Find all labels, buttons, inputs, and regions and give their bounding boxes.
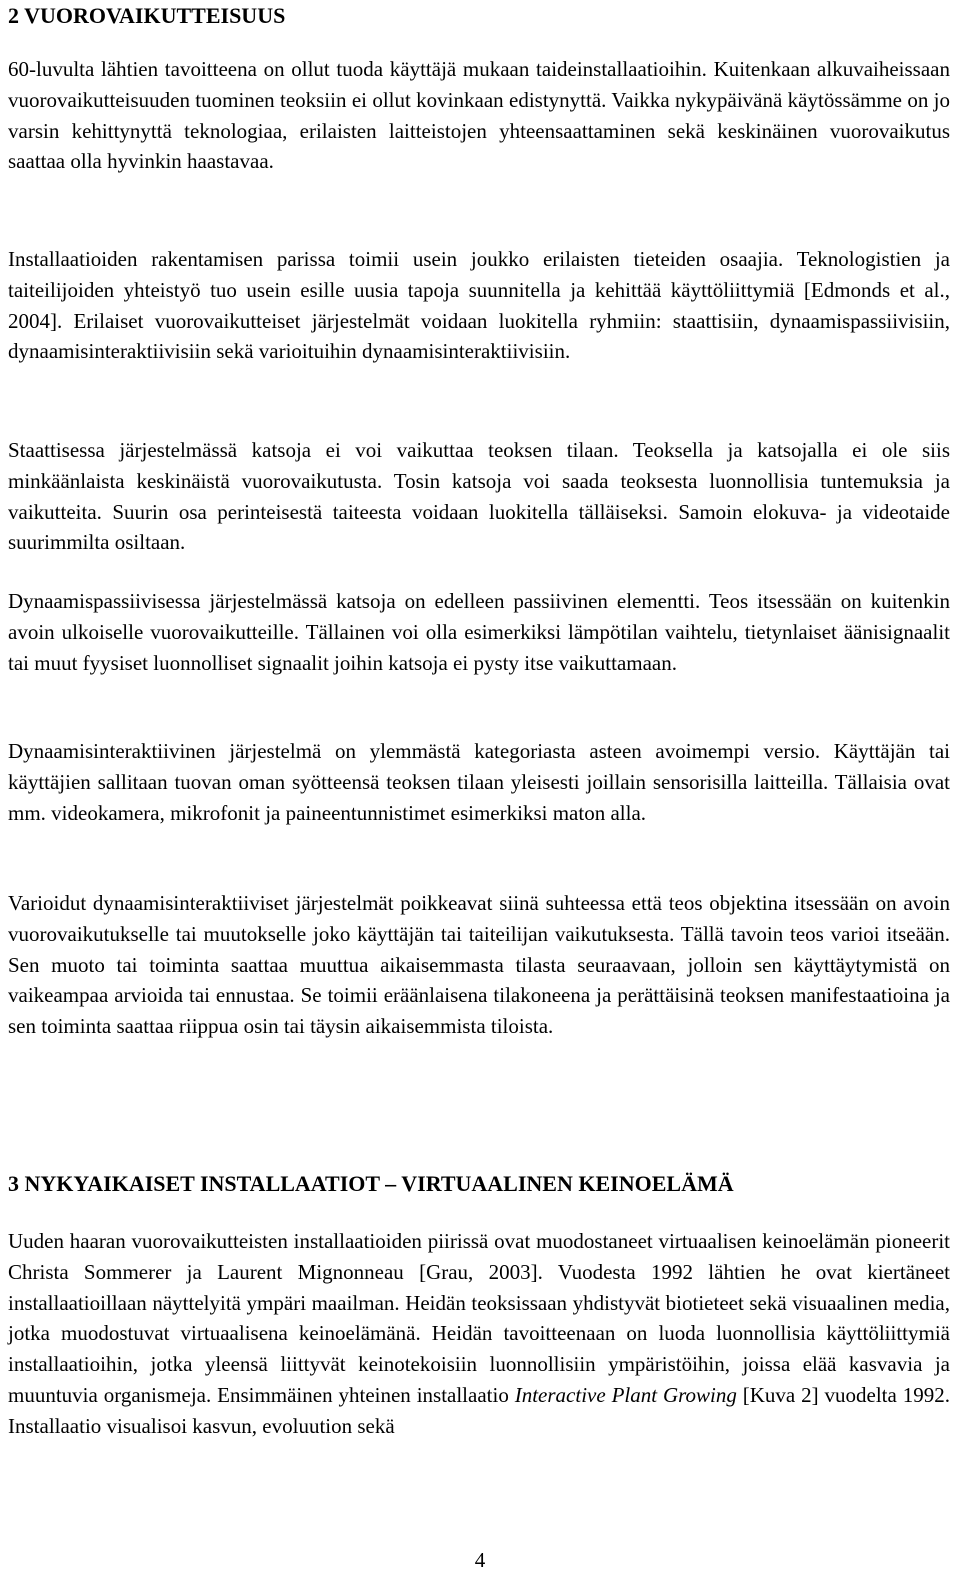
paragraph-varied-dynamic-interactive: Varioidut dynaamisinteraktiiviset järjestelmät poikkeavat siinä suhteessa että teos objektina itsessään on avoin vuorovaikutukselle tai muutokselle joko käyttäjän tai taiteilijan vaikutuksesta. Tällä tavoin teos varioi itseään. Sen muoto tai toiminta saattaa muuttua aikaisemmasta tilasta seuraavaan, jolloin sen käyttäytymistä on vaikeampaa arvioida tai ennustaa. Se toimii eräänlaisena tilakoneena ja perättäisinä teoksen manifestaatioina ja sen toiminta saattaa riippua osin tai täysin aikaisemmista tiloista.: [8, 891, 950, 1039]
paragraph-virtual-artificial-life: [8, 1226, 950, 1442]
section-heading-nykyaikaiset-installaatiot: 3 NYKYAIKAISET INSTALLAATIOT – VIRTUAALINEN KEINOELÄMÄ: [8, 1171, 734, 1196]
section-heading-vuorovaikutteisuus: 2 VUOROVAIKUTTEISUUS: [8, 3, 286, 28]
paragraph-static-systems: Staattisessa järjestelmässä katsoja ei voi vaikuttaa teoksen tilaan. Teoksella ja katsojalla ei ole siis minkäänlaista keskinäistä vuorovaikutusta. Tosin katsoja voi saada teoksesta luonnollisia tuntemuksia ja vaikutteita. Suurin osa perinteisestä taiteesta voidaan luokitella tälläiseksi. Samoin elokuva- ja videotaide suurimmilta osiltaan.: [8, 438, 950, 555]
page-number: 4: [474, 1548, 486, 1572]
paragraph-text-start: Uuden haaran vuorovaikutteisten installaatioiden piirissä ovat muodostaneet virtuaalisen keinoelämän pioneerit Christa Sommerer ja Laurent Mignonneau [Grau, 2003]. Vuodesta 1992 lähtien he ovat kiertäneet installaatioillaan näyttelyitä ympäri maailman. Heidän teoksissaan yhdistyvät biotieteet sekä visuaalinen media, jotka muodostuvat virtuaalisena keinoelämänä. Heidän tavoitteenaan on luoda luonnollisia käyttöliittymiä installaatioihin, jotka yleensä liittyvät keinotekoisiin luonnollisiin ympäristöihin, joissa elää kasvavia ja muuntuvia organismeja. Ensimmäinen yhteinen installaatio: [8, 1229, 950, 1407]
paragraph-intro: 60-luvulta lähtien tavoitteena on ollut tuoda käyttäjä mukaan taideinstallaatioihin. Kuitenkaan alkuvaiheissaan vuorovaikutteisuuden tuominen teoksiin ei ollut kovinkaan edistynyttä. Vaikka nykypäivänä käytössämme on jo varsin kehittynyttä teknologiaa, erilaisten laitteistojen yhteensaattaminen sekä keskinäinen vuorovaikutus saattaa olla hyvinkin haastavaa.: [8, 57, 950, 174]
paragraph-dynamic-passive: Dynaamispassiivisessa järjestelmässä katsoja on edelleen passiivinen elementti. Teos itsessään on kuitenkin avoin ulkoiselle vuorovaikutteille. Tällainen voi olla esimerkiksi lämpötilan vaihtelu, tietynlaiset äänisignaalit tai muut fyysiset luonnolliset signaalit joihin katsoja ei pysty itse vaikuttamaan.: [8, 589, 950, 675]
paragraph-dynamic-interactive: Dynaamisinteraktiivinen järjestelmä on ylemmästä kategoriasta asteen avoimempi versio. Käyttäjän tai käyttäjien sallitaan tuovan oman syötteensä teoksen tilaan yleisesti joillain sensorisilla laitteilla. Tällaisia ovat mm. videokamera, mikrofonit ja paineentunnistimet esimerkiksi maton alla.: [8, 739, 950, 825]
paragraph-installations: Installaatioiden rakentamisen parissa toimii usein joukko erilaisten tieteiden osaajia. Teknologistien ja taiteilijoiden yhteistyö tuo usein esille uusia tapoja suunnitella ja kehittää käyttöliittymiä [Edmonds et al., 2004]. Erilaiset vuorovaikutteiset järjestelmät voidaan luokitella ryhmiin: staattisiin, dynaamispassiivisiin, dynaamisinteraktiivisiin sekä varioituihin dynaamisinteraktiivisiin.: [8, 247, 950, 364]
paragraph-text-end: [Kuva 2] vuodelta 1992. Installaatio visualisoi kasvun, evoluution sekä: [8, 1382, 950, 1438]
artwork-title: Interactive Plant Growing: [514, 1382, 737, 1407]
